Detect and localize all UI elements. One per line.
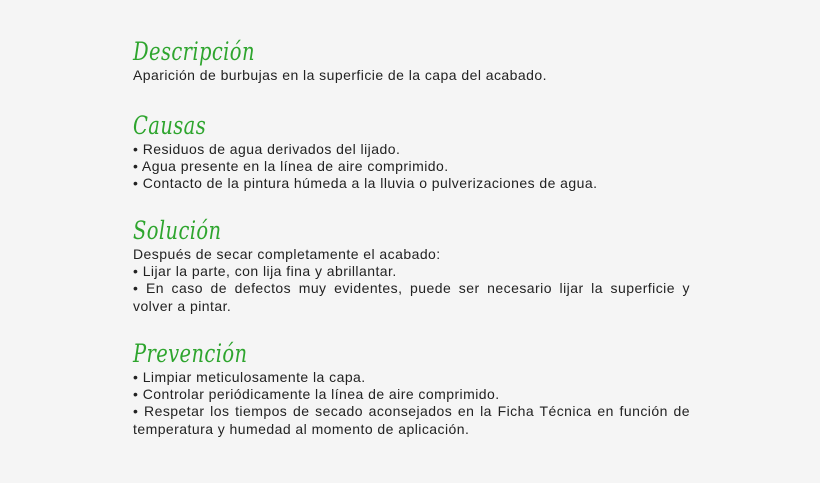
list-item: • Controlar periódicamente la línea de aire comprimido. xyxy=(133,386,500,403)
section-prevencion xyxy=(133,339,690,438)
section-text: Después de secar completamente el acabado: xyxy=(133,246,441,262)
section-text: Aparición de burbujas en la superficie de la capa del acabado. xyxy=(133,67,547,83)
list-item: • En caso de defectos muy evidentes, puede ser necesario lijar la superficie y volver a pintar. xyxy=(133,280,690,314)
section-title: Prevención xyxy=(133,339,248,368)
list-item: • Residuos de agua derivados del lijado. xyxy=(133,141,401,157)
list-item: • Respetar los tiempos de secado aconsejados en la Ficha Técnica en función de temperatura y humedad al momento de aplicación. xyxy=(133,403,690,437)
section-title: Causas xyxy=(133,111,207,140)
section-descripcion xyxy=(133,37,690,84)
section-causas xyxy=(133,111,690,193)
section-solucion xyxy=(133,216,690,315)
section-title: Descripción xyxy=(133,37,255,66)
list-item: • Contacto de la pintura húmeda a la lluvia o pulverizaciones de agua. xyxy=(133,175,598,192)
list-item: • Lijar la parte, con lija fina y abrillantar. xyxy=(133,263,397,280)
list-item: • Limpiar meticulosamente la capa. xyxy=(133,369,366,385)
section-title: Solución xyxy=(133,216,222,245)
list-item: • Agua presente en la línea de aire comprimido. xyxy=(133,158,449,175)
